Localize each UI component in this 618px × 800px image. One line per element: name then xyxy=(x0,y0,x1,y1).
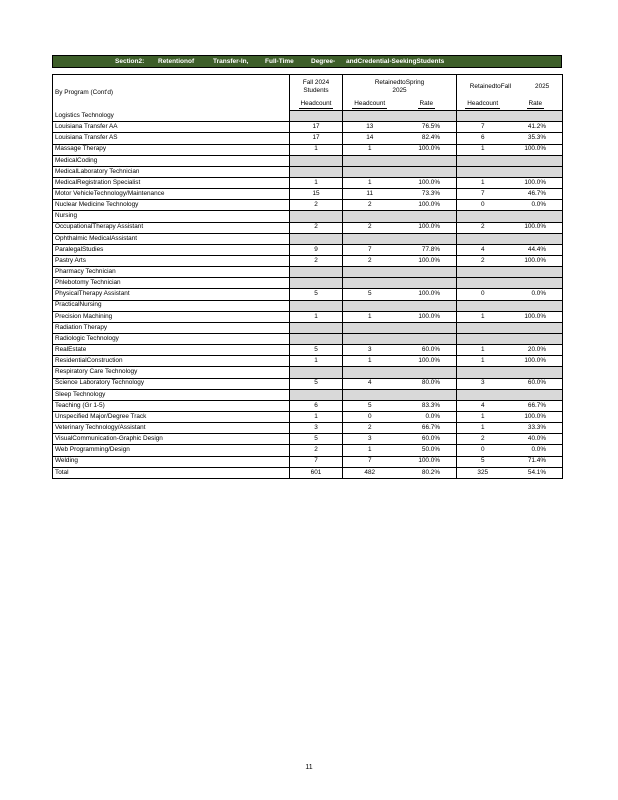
program-cell: ParalegalStudies xyxy=(53,244,290,255)
spring-headcount-cell: 1 xyxy=(343,177,397,188)
spring-headcount-cell: 2 xyxy=(343,255,397,266)
fall-rate-cell: 100.0% xyxy=(509,411,563,422)
spring-rate-cell: 60.0% xyxy=(397,434,457,445)
fall-rate-cell: 100.0% xyxy=(509,311,563,322)
fall-rate-cell: 60.0% xyxy=(509,378,563,389)
spring-rate-cell: 80.0% xyxy=(397,378,457,389)
fall-headcount-cell: 9 xyxy=(290,244,343,255)
spring-headcount-cell xyxy=(343,322,397,333)
program-cell: Nuclear Medicine Technology xyxy=(53,200,290,211)
table-row xyxy=(53,445,563,456)
fall-headcount-cell xyxy=(457,111,509,122)
spring-headcount-cell: 1 xyxy=(343,144,397,155)
fall-headcount-cell xyxy=(290,322,343,333)
spring-rate-cell: 100.0% xyxy=(397,177,457,188)
spring-rate-cell xyxy=(397,211,457,222)
spring-rate-cell: 100.0% xyxy=(397,144,457,155)
table-row xyxy=(53,222,563,233)
fall-headcount-cell: 1 xyxy=(457,311,509,322)
program-cell: Radiation Therapy xyxy=(53,322,290,333)
spring-rate-cell: 60.0% xyxy=(397,345,457,356)
spring-headcount-cell: 7 xyxy=(343,456,397,467)
table-row xyxy=(53,434,563,445)
table-body xyxy=(53,111,563,479)
table-row xyxy=(53,144,563,155)
program-cell: VisualCommunication-Graphic Design xyxy=(53,434,290,445)
fall-headcount-cell: 0 xyxy=(457,289,509,300)
spring-rate-cell xyxy=(397,166,457,177)
spring-headcount-cell xyxy=(343,155,397,166)
col-spring-rate: Rate xyxy=(397,100,457,111)
table-row xyxy=(53,233,563,244)
fall-rate-cell: 100.0% xyxy=(509,222,563,233)
program-cell: Phlebotomy Technician xyxy=(53,278,290,289)
fall-rate-cell: 0.0% xyxy=(509,289,563,300)
fall-headcount-cell xyxy=(290,333,343,344)
table-row xyxy=(53,111,563,122)
table-row xyxy=(53,289,563,300)
spring-rate-cell xyxy=(397,322,457,333)
program-cell: Louisiana Transfer AA xyxy=(53,122,290,133)
retention-table xyxy=(52,74,563,479)
section-title-bar xyxy=(52,55,562,68)
fall-headcount-cell: 0 xyxy=(457,200,509,211)
fall-headcount-cell: 2 xyxy=(290,222,343,233)
spring-rate-cell: 100.0% xyxy=(397,200,457,211)
spring-headcount-cell: 4 xyxy=(343,378,397,389)
fall-headcount-cell: 2 xyxy=(290,255,343,266)
fall-headcount-cell: 1 xyxy=(290,356,343,367)
spring-rate-cell: 0.0% xyxy=(397,411,457,422)
col-spring-headcount: Headcount xyxy=(343,100,397,111)
fall-rate-cell xyxy=(509,111,563,122)
fall-headcount-cell: 5 xyxy=(457,456,509,467)
fall-headcount-cell: 325 xyxy=(457,467,509,478)
fall-headcount-cell xyxy=(290,211,343,222)
program-cell: Teaching (Gr 1-5) xyxy=(53,400,290,411)
fall-headcount-cell: 1 xyxy=(457,356,509,367)
fall-headcount-cell xyxy=(457,367,509,378)
title-part: Transfer-In, xyxy=(213,58,249,65)
fall-headcount-cell: 15 xyxy=(290,189,343,200)
fall-rate-cell: 0.0% xyxy=(509,445,563,456)
table-row xyxy=(53,322,563,333)
spring-rate-cell: 83.3% xyxy=(397,400,457,411)
spring-rate-cell xyxy=(397,367,457,378)
spring-headcount-cell: 1 xyxy=(343,356,397,367)
spring-rate-cell: 50.0% xyxy=(397,445,457,456)
fall-rate-cell: 100.0% xyxy=(509,356,563,367)
fall-headcount-cell: 1 xyxy=(457,345,509,356)
program-cell: Sleep Technology xyxy=(53,389,290,400)
spring-rate-cell xyxy=(397,278,457,289)
spring-rate-cell: 100.0% xyxy=(397,311,457,322)
program-cell: Total xyxy=(53,467,290,478)
table-row xyxy=(53,133,563,144)
spring-headcount-cell xyxy=(343,267,397,278)
fall-headcount-cell xyxy=(290,389,343,400)
fall-headcount-cell: 1 xyxy=(290,311,343,322)
program-cell: MedicalCoding xyxy=(53,155,290,166)
col-fall-headcount: Headcount xyxy=(457,100,509,111)
fall-headcount-cell: 0 xyxy=(457,445,509,456)
retained-fall-header: RetainedtoFall 2025 xyxy=(469,83,550,91)
spring-headcount-cell xyxy=(343,367,397,378)
spring-headcount-cell xyxy=(343,278,397,289)
program-cell: MedicalLaboratory Technician xyxy=(53,166,290,177)
fall-headcount-cell: 6 xyxy=(290,400,343,411)
fall-headcount-cell xyxy=(457,211,509,222)
spring-rate-cell: 82.4% xyxy=(397,133,457,144)
table-row xyxy=(53,333,563,344)
spring-headcount-cell xyxy=(343,233,397,244)
spring-headcount-cell: 482 xyxy=(343,467,397,478)
program-header: By Program (Cont'd) xyxy=(53,75,290,111)
table-row xyxy=(53,211,563,222)
spring-headcount-cell: 13 xyxy=(343,122,397,133)
spring-rate-cell xyxy=(397,300,457,311)
program-cell: Pharmacy Technician xyxy=(53,267,290,278)
fall-headcount-cell: 1 xyxy=(290,144,343,155)
fall-headcount-cell xyxy=(290,166,343,177)
spring-headcount-cell xyxy=(343,333,397,344)
spring-headcount-cell: 2 xyxy=(343,423,397,434)
fall-rate-cell: 20.0% xyxy=(509,345,563,356)
spring-headcount-cell xyxy=(343,166,397,177)
fall-headcount-cell xyxy=(290,267,343,278)
fall-headcount-cell xyxy=(457,333,509,344)
program-cell: PhysicalTherapy Assistant xyxy=(53,289,290,300)
retained-spring-header: RetainedtoSpring 2025 xyxy=(343,75,457,100)
spring-rate-cell xyxy=(397,389,457,400)
fall-rate-cell: 46.7% xyxy=(509,189,563,200)
table-row xyxy=(53,244,563,255)
table-row xyxy=(53,255,563,266)
fall-headcount-cell: 2 xyxy=(290,445,343,456)
fall-rate-cell: 33.3% xyxy=(509,423,563,434)
fall-headcount-cell xyxy=(457,155,509,166)
program-cell: Web Programming/Design xyxy=(53,445,290,456)
spring-headcount-cell: 2 xyxy=(343,200,397,211)
spring-headcount-cell: 14 xyxy=(343,133,397,144)
page-number: 11 xyxy=(305,764,313,771)
fall-headcount-cell xyxy=(457,389,509,400)
table-row xyxy=(53,311,563,322)
fall-rate-cell: 41.2% xyxy=(509,122,563,133)
fall-rate-cell: 66.7% xyxy=(509,400,563,411)
fall-headcount-cell: 2 xyxy=(457,434,509,445)
table-row xyxy=(53,345,563,356)
fall-headcount-cell: 2 xyxy=(457,222,509,233)
spring-headcount-cell: 11 xyxy=(343,189,397,200)
fall-rate-cell: 35.3% xyxy=(509,133,563,144)
spring-rate-cell: 77.8% xyxy=(397,244,457,255)
fall-rate-cell xyxy=(509,322,563,333)
program-cell: RealEstate xyxy=(53,345,290,356)
program-cell: Massage Therapy xyxy=(53,144,290,155)
table-row xyxy=(53,367,563,378)
table-row xyxy=(53,356,563,367)
table-row xyxy=(53,155,563,166)
fall-headcount-cell: 1 xyxy=(457,144,509,155)
table-row xyxy=(53,189,563,200)
spring-rate-cell: 73.3% xyxy=(397,189,457,200)
spring-headcount-cell: 5 xyxy=(343,289,397,300)
table-row xyxy=(53,467,563,478)
spring-headcount-cell xyxy=(343,211,397,222)
fall-headcount-cell: 1 xyxy=(457,177,509,188)
program-cell: Veterinary Technology/Assistant xyxy=(53,423,290,434)
program-cell: MedicalRegistration Specialist xyxy=(53,177,290,188)
fall-headcount-cell: 601 xyxy=(290,467,343,478)
spring-headcount-cell: 3 xyxy=(343,434,397,445)
fall-headcount-cell xyxy=(457,300,509,311)
fall-headcount-cell: 2 xyxy=(457,255,509,266)
table-row xyxy=(53,200,563,211)
fall-headcount-cell: 3 xyxy=(457,378,509,389)
fall-headcount-cell xyxy=(457,322,509,333)
table-row xyxy=(53,166,563,177)
fall-rate-cell: 71.4% xyxy=(509,456,563,467)
fall-headcount-cell: 4 xyxy=(457,400,509,411)
fall-headcount-cell xyxy=(290,367,343,378)
fall-rate-cell: 40.0% xyxy=(509,434,563,445)
program-cell: Ophthalmic MedicalAssistant xyxy=(53,233,290,244)
fall-headcount-cell: 1 xyxy=(457,411,509,422)
fall-headcount-cell: 7 xyxy=(290,456,343,467)
fall-headcount-cell xyxy=(290,111,343,122)
table-row xyxy=(53,400,563,411)
fall-headcount-cell xyxy=(457,267,509,278)
fall-rate-cell xyxy=(509,166,563,177)
title-part: Section2: xyxy=(115,58,145,65)
table-row xyxy=(53,300,563,311)
program-cell: ResidentialConstruction xyxy=(53,356,290,367)
fall-rate-cell: 0.0% xyxy=(509,200,563,211)
fall-headcount-cell: 1 xyxy=(290,411,343,422)
fall-rate-cell xyxy=(509,267,563,278)
spring-headcount-cell: 2 xyxy=(343,222,397,233)
table-row xyxy=(53,389,563,400)
fall-headcount-cell: 1 xyxy=(290,177,343,188)
fall-headcount-cell: 3 xyxy=(290,423,343,434)
spring-rate-cell xyxy=(397,267,457,278)
fall-headcount-cell: 7 xyxy=(457,122,509,133)
table-row xyxy=(53,122,563,133)
spring-headcount-cell: 5 xyxy=(343,400,397,411)
spring-rate-cell: 80.2% xyxy=(397,467,457,478)
fall-rate-cell: 54.1% xyxy=(509,467,563,478)
fall-headcount-cell: 4 xyxy=(457,244,509,255)
title-part: Full-Time xyxy=(265,58,294,65)
fall-rate-cell xyxy=(509,155,563,166)
fall-rate-cell xyxy=(509,300,563,311)
spring-headcount-cell xyxy=(343,389,397,400)
fall-headcount-cell: 5 xyxy=(290,434,343,445)
program-cell: Welding xyxy=(53,456,290,467)
fall-headcount-cell: 2 xyxy=(290,200,343,211)
fall-headcount-cell xyxy=(457,166,509,177)
fall-headcount-cell: 5 xyxy=(290,289,343,300)
spring-rate-cell: 66.7% xyxy=(397,423,457,434)
fall-students-header: Fall 2024 Students xyxy=(290,75,343,100)
spring-rate-cell: 100.0% xyxy=(397,356,457,367)
spring-rate-cell: 100.0% xyxy=(397,255,457,266)
title-part: andCredential-SeekingStudents xyxy=(346,58,445,65)
program-cell: Motor VehicleTechnology/Maintenance xyxy=(53,189,290,200)
fall-rate-cell xyxy=(509,389,563,400)
program-cell: Precision Machining xyxy=(53,311,290,322)
program-cell: PracticalNursing xyxy=(53,300,290,311)
fall-headcount-cell: 5 xyxy=(290,345,343,356)
spring-rate-cell xyxy=(397,111,457,122)
fall-headcount-cell: 6 xyxy=(457,133,509,144)
col-headcount: Headcount xyxy=(290,100,343,111)
fall-rate-cell xyxy=(509,233,563,244)
spring-rate-cell xyxy=(397,333,457,344)
spring-rate-cell: 100.0% xyxy=(397,222,457,233)
col-fall-rate: Rate xyxy=(509,100,563,111)
spring-headcount-cell: 0 xyxy=(343,411,397,422)
title-part: Retentionof xyxy=(158,58,195,65)
fall-rate-cell: 100.0% xyxy=(509,177,563,188)
fall-headcount-cell xyxy=(457,233,509,244)
program-cell: Nursing xyxy=(53,211,290,222)
spring-rate-cell: 100.0% xyxy=(397,456,457,467)
fall-headcount-cell xyxy=(290,155,343,166)
fall-rate-cell xyxy=(509,367,563,378)
table-row xyxy=(53,278,563,289)
fall-rate-cell xyxy=(509,211,563,222)
fall-rate-cell: 44.4% xyxy=(509,244,563,255)
program-cell: Unspecified Major/Degree Track xyxy=(53,411,290,422)
spring-headcount-cell: 1 xyxy=(343,445,397,456)
fall-headcount-cell xyxy=(290,300,343,311)
fall-headcount-cell xyxy=(457,278,509,289)
spring-rate-cell: 100.0% xyxy=(397,289,457,300)
program-cell: Science Laboratory Technology xyxy=(53,378,290,389)
program-cell: Pastry Arts xyxy=(53,255,290,266)
program-cell: Radiologic Technology xyxy=(53,333,290,344)
program-cell: Logistics Technology xyxy=(53,111,290,122)
program-cell: Respiratory Care Technology xyxy=(53,367,290,378)
program-cell: Louisiana Transfer AS xyxy=(53,133,290,144)
fall-rate-cell: 100.0% xyxy=(509,255,563,266)
spring-headcount-cell: 7 xyxy=(343,244,397,255)
spring-headcount-cell xyxy=(343,300,397,311)
spring-headcount-cell: 1 xyxy=(343,311,397,322)
spring-headcount-cell: 3 xyxy=(343,345,397,356)
spring-rate-cell xyxy=(397,155,457,166)
table-row xyxy=(53,411,563,422)
fall-headcount-cell: 17 xyxy=(290,133,343,144)
table-row xyxy=(53,177,563,188)
fall-headcount-cell: 17 xyxy=(290,122,343,133)
fall-headcount-cell: 7 xyxy=(457,189,509,200)
fall-rate-cell xyxy=(509,333,563,344)
fall-headcount-cell xyxy=(290,278,343,289)
program-cell: OccupationalTherapy Assistant xyxy=(53,222,290,233)
fall-headcount-cell xyxy=(290,233,343,244)
fall-rate-cell xyxy=(509,278,563,289)
spring-rate-cell xyxy=(397,233,457,244)
spring-rate-cell: 76.5% xyxy=(397,122,457,133)
spring-headcount-cell xyxy=(343,111,397,122)
title-part: Degree- xyxy=(311,58,336,65)
table-row xyxy=(53,456,563,467)
fall-rate-cell: 100.0% xyxy=(509,144,563,155)
fall-headcount-cell: 5 xyxy=(290,378,343,389)
table-row xyxy=(53,267,563,278)
table-row xyxy=(53,378,563,389)
table-row xyxy=(53,423,563,434)
fall-headcount-cell: 1 xyxy=(457,423,509,434)
